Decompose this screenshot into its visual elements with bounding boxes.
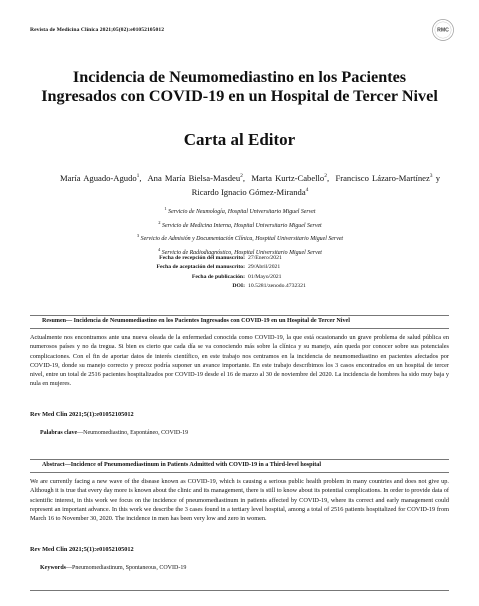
resumen-body: Actualmente nos encontramos ante una nueva oleada de la enfermedad conocida como COVID-19, la que está ocasionando un grave problema de salud pública en numerosos países y no da tregua. Si bien es cierto que cada día se va conociendo más sobre la clínica y su manejo, aún queda por conocer sobre sus potenciales complicaciones. Con el fin de aportar datos de interés científico, en este trabajo nos centramos en la incidencia de neumomediastino en pacientes afectados por COVID-19, donde su manejo correcto y precoz podría suponer un avance importante. En este trabajo describimos los 3 casos encontrados en un hospital de tercer nivel, entre un total de 2516 pacientes hospitalizados por COVID-19 desde el 16 de marzo al 30 de noviembre del 2020. La incidencia de hombres ha sido muy baja y nula en mujeres. xyxy=(30,334,449,388)
author: María Aguado-Agudo$^1$, xyxy=(60,172,142,183)
publication-dates xyxy=(140,254,340,291)
resumen-heading: Resumen— Incidencia de Neumomediastino en los Pacientes Ingresados con COVID-19 en un Hospital de Tercer Nivel xyxy=(42,318,350,324)
resumen-citation: Rev Med Clin 2021;5(1):e01052105012 xyxy=(30,411,134,418)
affiliation: $^4$ Servicio de Radiodiagnóstico, Hospital Universitario Miguel Servet xyxy=(158,246,322,256)
divider xyxy=(30,590,449,591)
divider xyxy=(30,328,449,329)
logo-text: RMC xyxy=(437,27,449,34)
author: Ana María Bielsa-Masdeu$^2$, xyxy=(147,172,246,183)
affiliation: $^3$ Servicio de Admisión y Documentación Clínica, Hospital Universitario Miguel Servet xyxy=(136,233,344,243)
date-row: Fecha de recepción del manuscrito: 27/Enero/2021 xyxy=(159,255,282,261)
affiliation-list xyxy=(90,204,390,258)
author: Francisco Lázaro-Martínez$^3$ xyxy=(335,172,433,183)
abstract-citation: Rev Med Clin 2021;5(1):e01052105012 xyxy=(30,546,134,553)
section-label: Carta al Editor xyxy=(183,130,296,149)
author-list: María Aguado-Agudo$^1$, Ana María Bielsa-Masdeu$^2$, Marta Kurtz-Cabello$^2$, Francisco Lázaro-Martínez$^3$ y Ricardo Ignacio Gómez-Miranda$^4$ xyxy=(60,172,440,198)
author: Ricardo Ignacio Gómez-Miranda$^4$ xyxy=(191,187,309,198)
running-head: Revista de Medicina Clínica 2021;05(02):e01052105012 xyxy=(30,27,165,33)
affiliation: $^1$ Servicio de Neumología, Hospital Universitario Miguel Servet xyxy=(164,206,316,215)
date-row: Fecha de aceptación del manuscrito: 29/Abril/2021 xyxy=(156,264,281,271)
doi-link[interactable]: 10.5281/zenodo.4732321 xyxy=(248,282,306,289)
title-line-1: Incidencia de Neumomediastino en los Pacientes xyxy=(72,68,407,86)
divider xyxy=(30,315,449,316)
doi-row: DOI: 10.5281/zenodo.4732321 xyxy=(140,282,340,291)
resumen-keywords: Palabras clave—Neumomediastino, Espontáneo, COVID-19 xyxy=(40,430,189,436)
divider xyxy=(30,472,449,473)
abstract-keywords: Keywords—Pneumomediastinum, Spontaneous, COVID-19 xyxy=(40,565,187,571)
divider xyxy=(30,459,449,460)
article-title xyxy=(20,68,459,106)
abstract-body: We are currently facing a new wave of the disease known as COVID-19, which is causing a serious public health problem in many countries and does not give up. Although it is true that every day more is known about the clinic and its management, there is still to know about its potential complications. In order to provide data of scientific interest, in this work we focus on the incidence of pneumomediastinum in patients affected by COVID-19, where its correct and early management could represent an important advance. In this work we describe the 3 cases found in a tertiary level hospital, among a total of 2516 patients hospitalized for COVID-19 from March 16 to November 30, 2020. The incidence in men has been very low and zero in women. xyxy=(30,478,450,523)
title-line-2: Ingresados con COVID-19 en un Hospital de Tercer Nivel xyxy=(41,87,438,105)
author: Marta Kurtz-Cabello$^2$, xyxy=(251,172,330,183)
affiliation: $^2$ Servicio de Medicina Interna, Hospital Universitario Miguel Servet xyxy=(158,219,322,229)
journal-logo-icon xyxy=(431,18,455,42)
abstract-heading: Abstract—Incidence of Pneumomediastinum in Patients Admitted with COVID-19 in a Third-level hospital xyxy=(42,462,322,468)
date-row: Fecha de publicación: 01/Mayo/2021 xyxy=(191,273,282,280)
